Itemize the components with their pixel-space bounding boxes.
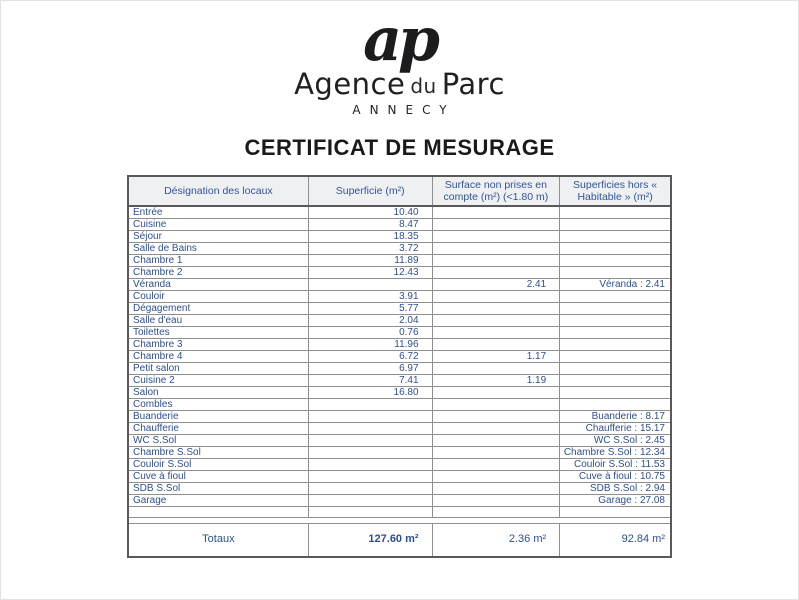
- cell-excluded: [432, 267, 560, 279]
- cell-hors: [560, 303, 671, 315]
- table-body: [128, 206, 671, 518]
- cell-designation: Combles: [128, 399, 308, 411]
- cell-superficie: 3.91: [308, 291, 432, 303]
- cell-superficie: 18.35: [308, 231, 432, 243]
- cell-superficie: 0.76: [308, 327, 432, 339]
- cell-designation: Salle de Bains: [128, 243, 308, 255]
- table-row: [128, 411, 671, 423]
- agency-logo: [1, 5, 798, 118]
- cell-hors: [560, 351, 671, 363]
- cell-excluded: [432, 219, 560, 231]
- table-row: [128, 206, 671, 219]
- cell-hors: Buanderie : 8.17: [560, 411, 671, 423]
- cell-hors: WC S.Sol : 2.45: [560, 435, 671, 447]
- cell-hors: Cuve à fioul : 10.75: [560, 471, 671, 483]
- table-row: [128, 423, 671, 435]
- cell-hors: [560, 387, 671, 399]
- agency-name-part3: Parc: [441, 67, 505, 102]
- cell-designation: Salle d'eau: [128, 315, 308, 327]
- cell-excluded: 1.17: [432, 351, 560, 363]
- cell-designation: Dégagement: [128, 303, 308, 315]
- cell-hors: [560, 375, 671, 387]
- cell-superficie: 5.77: [308, 303, 432, 315]
- table-row: [128, 255, 671, 267]
- cell-superficie: [308, 435, 432, 447]
- cell-superficie: 7.41: [308, 375, 432, 387]
- cell-designation: Salon: [128, 387, 308, 399]
- surface-table: [127, 175, 672, 558]
- cell-designation: Entrée: [128, 206, 308, 219]
- cell-superficie: 16.80: [308, 387, 432, 399]
- table-row: [128, 315, 671, 327]
- cell-superficie: [308, 279, 432, 291]
- cell-designation: [128, 507, 308, 518]
- cell-designation: Chambre 4: [128, 351, 308, 363]
- cell-designation: Toilettes: [128, 327, 308, 339]
- cell-superficie: [308, 423, 432, 435]
- cell-excluded: [432, 423, 560, 435]
- cell-hors: [560, 243, 671, 255]
- cell-designation: Chambre 2: [128, 267, 308, 279]
- table-footer: [128, 518, 671, 557]
- cell-hors: Véranda : 2.41: [560, 279, 671, 291]
- table-row: [128, 351, 671, 363]
- cell-superficie: [308, 483, 432, 495]
- totals-superficie: 127.60 m²: [308, 524, 432, 557]
- cell-excluded: [432, 303, 560, 315]
- cell-excluded: [432, 507, 560, 518]
- cell-hors: [560, 339, 671, 351]
- header-superficie: Superficie (m²): [308, 176, 432, 206]
- table-row: [128, 279, 671, 291]
- cell-superficie: 11.96: [308, 339, 432, 351]
- header-hors: Superficies hors « Habitable » (m²): [560, 176, 671, 206]
- cell-excluded: [432, 471, 560, 483]
- cell-designation: Couloir S.Sol: [128, 459, 308, 471]
- cell-designation: Garage: [128, 495, 308, 507]
- cell-hors: [560, 231, 671, 243]
- table-row: [128, 327, 671, 339]
- cell-designation: Chambre S.Sol: [128, 447, 308, 459]
- header-designation: Désignation des locaux: [128, 176, 308, 206]
- table-row: [128, 399, 671, 411]
- cell-excluded: [432, 315, 560, 327]
- cell-superficie: 11.89: [308, 255, 432, 267]
- cell-hors: SDB S.Sol : 2.94: [560, 483, 671, 495]
- cell-hors: [560, 507, 671, 518]
- measurement-table: [127, 175, 672, 558]
- cell-hors: [560, 206, 671, 219]
- page: [1, 1, 798, 599]
- header-row: [128, 176, 671, 206]
- cell-designation: Séjour: [128, 231, 308, 243]
- table-row: [128, 447, 671, 459]
- cell-superficie: 12.43: [308, 267, 432, 279]
- cell-designation: WC S.Sol: [128, 435, 308, 447]
- cell-superficie: [308, 447, 432, 459]
- agency-name-part1: Agence: [294, 67, 406, 102]
- cell-excluded: [432, 483, 560, 495]
- totals-excluded: 2.36 m²: [432, 524, 560, 557]
- cell-designation: Chambre 3: [128, 339, 308, 351]
- cell-excluded: [432, 435, 560, 447]
- table-row: [128, 339, 671, 351]
- table-row: [128, 435, 671, 447]
- cell-hors: [560, 291, 671, 303]
- cell-hors: [560, 399, 671, 411]
- cell-excluded: [432, 206, 560, 219]
- agency-name: [1, 67, 798, 102]
- cell-excluded: [432, 399, 560, 411]
- cell-hors: [560, 267, 671, 279]
- cell-superficie: 2.04: [308, 315, 432, 327]
- cell-excluded: [432, 291, 560, 303]
- table-row: [128, 459, 671, 471]
- cell-excluded: [432, 339, 560, 351]
- cell-excluded: [432, 459, 560, 471]
- table-row: [128, 267, 671, 279]
- cell-excluded: [432, 231, 560, 243]
- cell-hors: Chaufferie : 15.17: [560, 423, 671, 435]
- totals-label: Totaux: [128, 524, 308, 557]
- cell-superficie: [308, 411, 432, 423]
- cell-hors: [560, 315, 671, 327]
- cell-designation: Chambre 1: [128, 255, 308, 267]
- table-row: [128, 483, 671, 495]
- agency-name-part2: du: [410, 74, 437, 99]
- agency-city: ANNECY: [352, 103, 456, 118]
- cell-designation: Chaufferie: [128, 423, 308, 435]
- table-row: [128, 495, 671, 507]
- cell-superficie: 10.40: [308, 206, 432, 219]
- cell-excluded: [432, 387, 560, 399]
- cell-superficie: [308, 507, 432, 518]
- cell-hors: [560, 255, 671, 267]
- cell-excluded: [432, 327, 560, 339]
- cell-designation: Cuisine: [128, 219, 308, 231]
- cell-designation: Couloir: [128, 291, 308, 303]
- cell-excluded: [432, 447, 560, 459]
- table-header: [128, 176, 671, 206]
- table-row: [128, 243, 671, 255]
- cell-excluded: [432, 495, 560, 507]
- table-row: [128, 507, 671, 518]
- cell-excluded: 1.19: [432, 375, 560, 387]
- cell-designation: Cuisine 2: [128, 375, 308, 387]
- table-row: [128, 471, 671, 483]
- cell-designation: Cuve à fioul: [128, 471, 308, 483]
- totals-hors: 92.84 m²: [560, 524, 671, 557]
- cell-designation: SDB S.Sol: [128, 483, 308, 495]
- cell-designation: Petit salon: [128, 363, 308, 375]
- cell-superficie: [308, 495, 432, 507]
- cell-designation: Véranda: [128, 279, 308, 291]
- cell-superficie: 3.72: [308, 243, 432, 255]
- cell-hors: [560, 219, 671, 231]
- table-row: [128, 291, 671, 303]
- table-row: [128, 363, 671, 375]
- cell-superficie: [308, 471, 432, 483]
- cell-excluded: [432, 411, 560, 423]
- cell-superficie: [308, 459, 432, 471]
- totals-row: [128, 524, 671, 557]
- cell-hors: Chambre S.Sol : 12.34: [560, 447, 671, 459]
- table-row: [128, 387, 671, 399]
- cell-excluded: [432, 363, 560, 375]
- cell-hors: [560, 363, 671, 375]
- cell-hors: Garage : 27.08: [560, 495, 671, 507]
- header-excluded: Surface non prises en compte (m²) (<1.80 m): [432, 176, 560, 206]
- cell-excluded: 2.41: [432, 279, 560, 291]
- cell-superficie: 8.47: [308, 219, 432, 231]
- cell-hors: [560, 327, 671, 339]
- cell-hors: Couloir S.Sol : 11.53: [560, 459, 671, 471]
- cell-superficie: 6.97: [308, 363, 432, 375]
- table-row: [128, 303, 671, 315]
- agency-monogram-icon: ap: [363, 5, 436, 75]
- cell-excluded: [432, 243, 560, 255]
- cell-designation: Buanderie: [128, 411, 308, 423]
- table-row: [128, 219, 671, 231]
- document-title: CERTIFICAT DE MESURAGE: [244, 135, 555, 161]
- cell-superficie: [308, 399, 432, 411]
- table-row: [128, 231, 671, 243]
- cell-excluded: [432, 255, 560, 267]
- cell-superficie: 6.72: [308, 351, 432, 363]
- table-row: [128, 375, 671, 387]
